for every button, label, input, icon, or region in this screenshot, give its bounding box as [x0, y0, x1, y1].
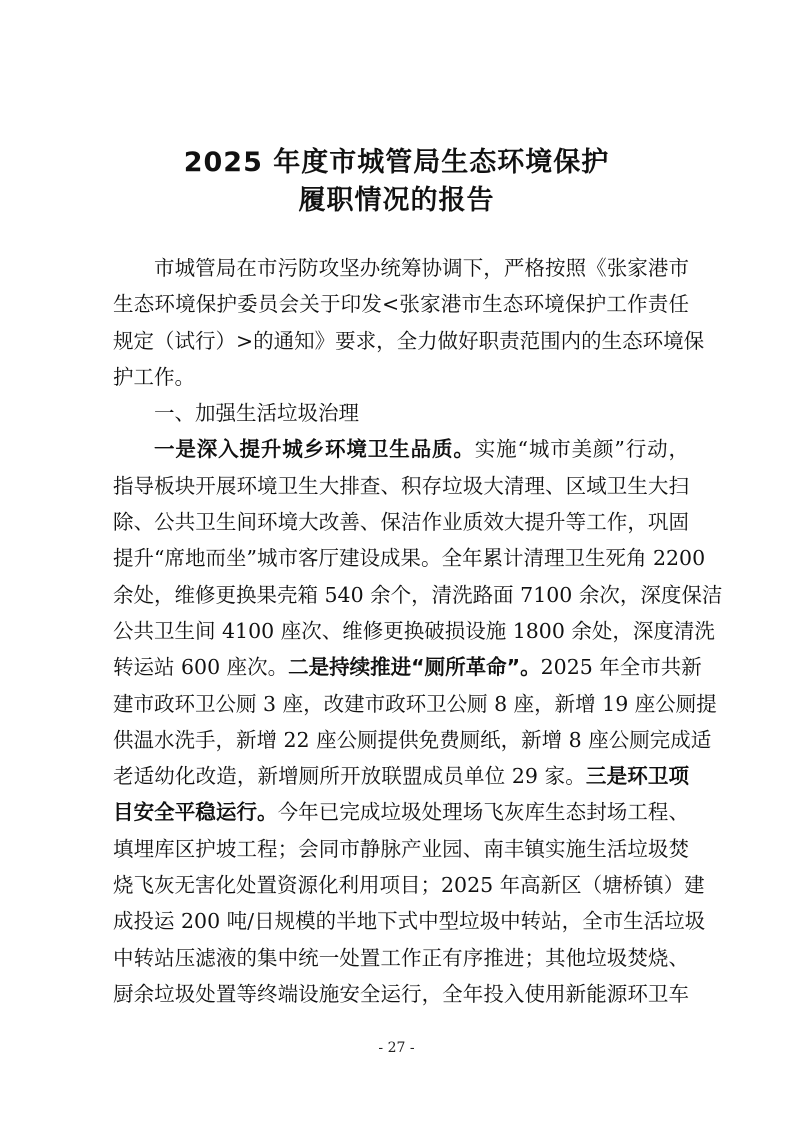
document-title [0, 144, 793, 220]
paragraph-line: 填埋库区护坡工程；会同市静脉产业园、南丰镇实施生活垃圾焚 [113, 836, 689, 861]
paragraph-line: 烧飞灰无害化处置资源化利用项目；2025 年高新区（塘桥镇）建 [113, 873, 705, 898]
paragraph-line: 建市政环卫公厕 3 座，改建市政环卫公厕 8 座，新增 19 座公厕提 [113, 691, 717, 716]
item-3-pre-text: 老适幼化改造，新增厕所开放联盟成员单位 29 家。 [113, 764, 586, 789]
paragraph-line: 中转站压滤液的集中统一处置工作正有序推进；其他垃圾焚烧、 [113, 945, 689, 970]
intro-line: 市城管局在市污防攻坚办统筹协调下，严格按照《张家港市 [154, 256, 689, 280]
title-line-1: 2025 年度市城管局生态环境保护 [183, 147, 610, 178]
item-1-heading: 一是深入提升城乡环境卫生品质。 [154, 437, 475, 462]
paragraph-line: 指导板块开展环境卫生大排查、积存垃圾大清理、区域卫生大扫 [113, 473, 689, 498]
paragraph-line: 提升“席地而坐”城市客厅建设成果。全年累计清理卫生死角 2200 [113, 546, 706, 571]
paragraph-line [113, 649, 702, 685]
paragraph-line: 厨余垃圾处置等终端设施安全运行，全年投入使用新能源环卫车 [113, 981, 689, 1006]
item-1-text: 实施“城市美颜”行动， [474, 437, 689, 462]
item-2-pre-text: 转运站 600 座次。 [113, 655, 289, 680]
paragraph-line: 成投运 200 吨/日规模的半地下式中型垃圾中转站，全市生活垃圾 [113, 909, 706, 934]
document-body [113, 250, 723, 1012]
item-2-text: 2025 年全市共新 [540, 655, 702, 680]
intro-line: 护工作。 [113, 364, 195, 389]
paragraph-line: 除、公共卫生间环境大改善、保洁作业质效大提升等工作，巩固 [113, 510, 689, 535]
item-2-heading: 二是持续推进“厕所革命”。 [288, 655, 541, 680]
item-3-heading-part-b: 目安全平稳运行。 [113, 800, 278, 825]
paragraph-line [113, 794, 689, 830]
item-3-heading-part-a: 三是环卫项 [585, 764, 689, 789]
paragraph-line: 余处，维修更换果壳箱 540 余个，清洗路面 7100 余次，深度保洁 [113, 582, 723, 607]
intro-line: 规定（试行）>的通知》要求，全力做好职责范围内的生态环境保 [113, 328, 705, 353]
paragraph-line: 供温水洗手，新增 22 座公厕提供免费厕纸，新增 8 座公厕完成适 [113, 727, 712, 752]
paragraph-line [113, 758, 689, 794]
item-3-text: 今年已完成垃圾处理场飞灰库生态封场工程、 [277, 800, 689, 825]
title-line-2: 履职情况的报告 [298, 185, 495, 216]
page-number: - 27 - [378, 1040, 415, 1056]
paragraph-line [113, 431, 689, 467]
section-heading: 一、加强生活垃圾治理 [154, 401, 359, 426]
intro-line: 生态环境保护委员会关于印发<张家港市生态环境保护工作责任 [113, 292, 689, 317]
paragraph-line: 公共卫生间 4100 座次、维修更换破损设施 1800 余处，深度清洗 [113, 618, 715, 643]
